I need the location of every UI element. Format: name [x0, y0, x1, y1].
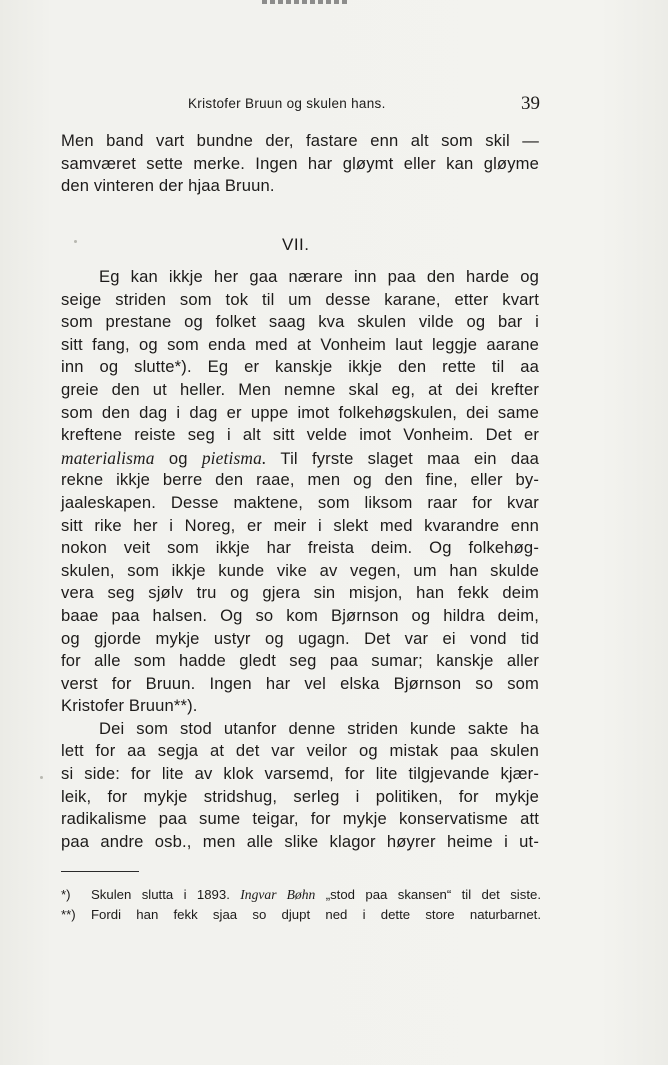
text-line: som prestane og folket saag kva skulen vilde og bar i: [61, 312, 539, 332]
footnotes: [61, 885, 541, 925]
italic-term: pietisma.: [201, 447, 267, 468]
text-line: jaaleskapen. Desse maktene, som liksom raar for kvar: [61, 492, 539, 512]
text-line: vera seg sjølv tru og gjera sin misjon, han fekk deim: [61, 583, 539, 603]
footnote-2: [61, 905, 541, 925]
text-line: inn og slutte*). Eg er kanskje ikkje den rette til aa: [61, 357, 539, 377]
text-line: seige striden som tok til um desse karane, etter kvart: [61, 289, 539, 309]
text-line: lett for aa segja at det var veilor og mistak paa skulen: [61, 741, 539, 761]
paragraph-2: [61, 266, 539, 853]
footnote-rule: [61, 871, 139, 872]
text-line: nokon veit som ikkje har freista deim. Og folkehøg-: [61, 538, 539, 558]
binding-mark: [262, 0, 348, 4]
text-line: sitt fang, og som enda med at Vonheim laut leggje aarane: [61, 334, 539, 354]
text-line-italic: [61, 447, 539, 470]
text-line: sitt rike her i Noreg, er meir i slekt med kvarandre enn: [61, 515, 539, 535]
text-line: kreftene reiste seg i alt sitt velde imot Vonheim. Det er: [61, 425, 539, 445]
section-heading: VII.: [282, 235, 310, 254]
text-line: radikalisme paa sume teigar, for mykje konservatisme att: [61, 809, 539, 829]
line-continuation: Til fyrste slaget maa ein daa: [280, 448, 539, 468]
text-line: greie den ut heller. Men nemne skal eg, at dei krefter: [61, 379, 539, 399]
running-title: Kristofer Bruun og skulen hans.: [188, 96, 386, 111]
text-line: skulen, som ikkje kunde vike av vegen, um han skulde: [61, 560, 539, 580]
text-line: og gjorde mykje ustyr og ugagn. Det var ei vond tid: [61, 628, 539, 648]
text-line: paa andre osb., men alle slike klagor høyrer heime i ut-: [61, 831, 539, 851]
footnote-italic-name: Ingvar Bøhn: [240, 887, 316, 902]
text-line: verst for Bruun. Ingen har vel elska Bjørnson so som: [61, 673, 539, 693]
text-line: leik, for mykje stridshug, serleg i politiken, for mykje: [61, 786, 539, 806]
text-line: samværet sette merke. Ingen har gløymt eller kan gløyme: [61, 153, 539, 173]
text-line: si side: for lite av klok varsemd, for lite tilgjevande kjær-: [61, 764, 539, 784]
text-line: den vinteren der hjaa Bruun.: [61, 176, 275, 196]
text-line: baae paa halsen. Og so kom Bjørnson og hildra deim,: [61, 605, 539, 625]
joiner-word: og: [168, 448, 188, 468]
paper-speck: [74, 240, 77, 243]
footnote-1: [61, 885, 541, 905]
footnote-mark: *): [61, 887, 71, 902]
text-line: Men band vart bundne der, fastare enn alt som skil —: [61, 131, 539, 150]
page-number: 39: [521, 93, 540, 114]
paragraph-1: [61, 130, 539, 198]
footnote-text: Skulen slutta i 1893.: [91, 887, 230, 902]
paper-speck: [40, 776, 43, 779]
text-line: som den dag i dag er uppe imot folkehøgskulen, dei same: [61, 402, 539, 422]
footnote-text: Fordi han fekk sjaa so djupt ned i dette store naturbarnet.: [91, 907, 541, 922]
text-line: Dei som stod utanfor denne striden kunde sakte ha: [99, 718, 539, 738]
text-line: Eg kan ikkje her gaa nærare inn paa den harde og: [99, 267, 539, 286]
footnote-text: „stod paa skansen“ til det siste.: [325, 887, 541, 902]
text-line: for alle som hadde gledt seg paa sumar; kanskje aller: [61, 651, 539, 671]
italic-term: materialisma: [61, 447, 155, 468]
text-line: Kristofer Bruun**).: [61, 696, 198, 716]
footnote-mark: **): [61, 907, 76, 922]
text-line: rekne ikkje berre den raae, men og den fine, eller by-: [61, 470, 539, 490]
